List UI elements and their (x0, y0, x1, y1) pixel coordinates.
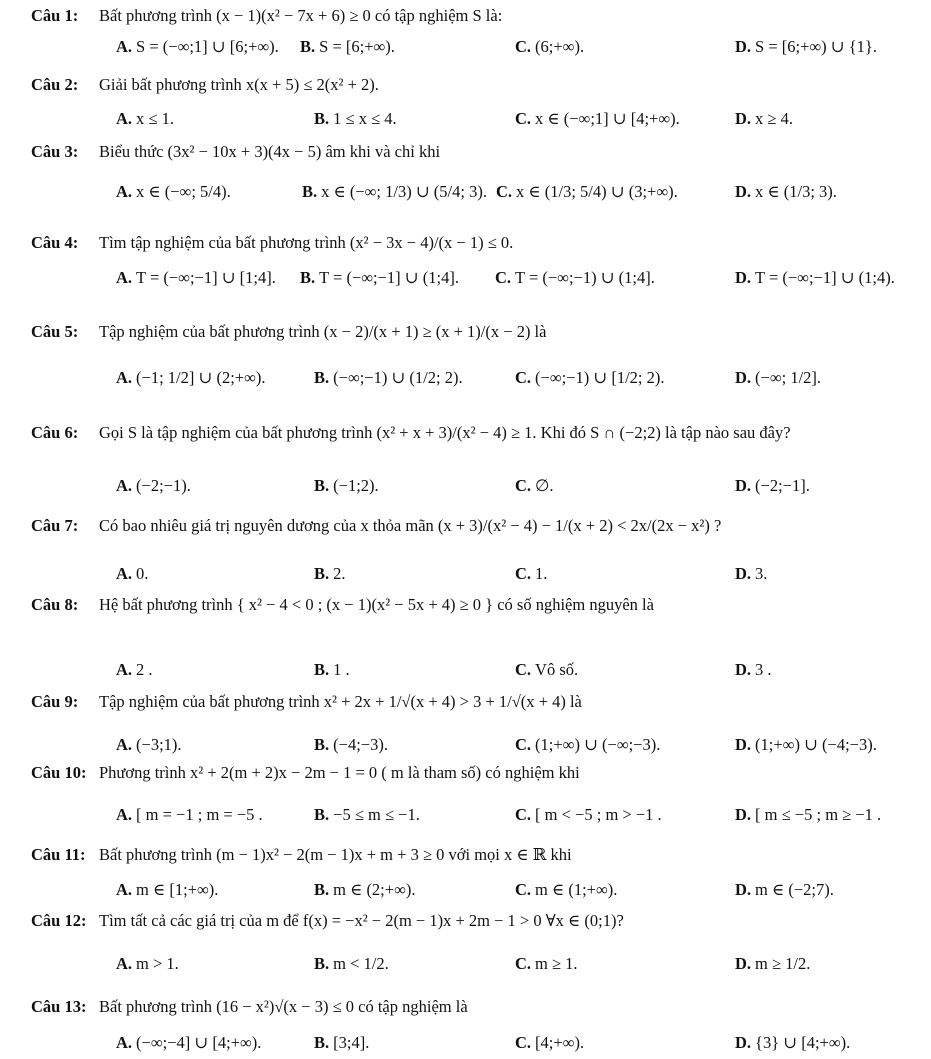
answer-option-c[interactable] (515, 954, 578, 974)
option-text: x ∈ (−∞; 1/3) ∪ (5/4; 3). (321, 182, 487, 201)
option-key: C. (515, 735, 532, 754)
option-key: D. (735, 1033, 752, 1052)
option-key: B. (314, 660, 330, 679)
question-13 (31, 997, 911, 1017)
option-text: (−2;−1). (136, 476, 191, 495)
option-text: x ≥ 4. (755, 109, 793, 128)
answer-option-b[interactable] (314, 368, 463, 388)
option-text: m ∈ [1;+∞). (136, 880, 219, 899)
option-key: D. (735, 37, 752, 56)
option-text: T = (−∞;−1] ∪ [1;4]. (136, 268, 276, 287)
option-key: B. (300, 268, 316, 287)
answer-option-d[interactable] (735, 37, 877, 57)
option-text: (−2;−1]. (755, 476, 810, 495)
option-key: D. (735, 880, 752, 899)
question-label: Câu 4: (31, 233, 79, 252)
question-label: Câu 9: (31, 692, 79, 711)
option-text: (−3;1). (136, 735, 182, 754)
option-key: C. (515, 476, 532, 495)
answer-option-d[interactable] (735, 805, 881, 825)
question-text: Biểu thức (3x² − 10x + 3)(4x − 5) âm khi và chỉ khi (99, 142, 441, 161)
option-key: A. (116, 476, 133, 495)
option-key: C. (495, 268, 512, 287)
option-text: 1 . (333, 660, 350, 679)
answer-option-b[interactable] (314, 476, 379, 496)
answer-option-c[interactable] (515, 476, 554, 496)
option-key: C. (515, 564, 532, 583)
answer-option-a[interactable] (116, 476, 191, 496)
question-2 (31, 75, 911, 95)
option-key: A. (116, 368, 133, 387)
question-10 (31, 763, 911, 783)
answer-option-d[interactable] (735, 564, 767, 584)
question-5 (31, 322, 911, 342)
option-text: 3 . (755, 660, 772, 679)
option-text: m > 1. (136, 954, 179, 973)
option-text: (1;+∞) ∪ (−4;−3). (755, 735, 877, 754)
answer-option-b[interactable] (300, 268, 459, 288)
question-12 (31, 911, 911, 931)
answer-option-a[interactable] (116, 805, 263, 825)
question-text: Bất phương trình (16 − x²)√(x − 3) ≤ 0 có tập nghiệm là (99, 997, 468, 1016)
answer-option-b[interactable] (314, 735, 388, 755)
answer-option-b[interactable] (314, 564, 346, 584)
answer-option-a[interactable] (116, 268, 276, 288)
option-text: (−∞;−1) ∪ (1/2; 2). (333, 368, 463, 387)
question-text: Phương trình x² + 2(m + 2)x − 2m − 1 = 0 ( m là tham số) có nghiệm khi (99, 763, 580, 782)
question-label: Câu 11: (31, 845, 86, 864)
option-key: C. (515, 37, 532, 56)
option-key: B. (314, 1033, 330, 1052)
question-label: Câu 5: (31, 322, 79, 341)
option-key: A. (116, 1033, 133, 1052)
answer-option-d[interactable] (735, 109, 793, 129)
option-text: 3. (755, 564, 768, 583)
option-text: (1;+∞) ∪ (−∞;−3). (535, 735, 661, 754)
question-6 (31, 423, 911, 443)
option-text: (−∞;−1) ∪ [1/2; 2). (535, 368, 665, 387)
answer-option-d[interactable] (735, 735, 877, 755)
option-key: A. (116, 660, 133, 679)
option-key: D. (735, 368, 752, 387)
option-text: x ∈ (−∞; 5/4). (136, 182, 231, 201)
question-text: Tập nghiệm của bất phương trình (x − 2)/(x + 1) ≥ (x + 1)/(x − 2) là (99, 322, 547, 341)
answer-option-c[interactable] (515, 37, 584, 57)
option-key: C. (515, 368, 532, 387)
option-key: A. (116, 735, 133, 754)
option-key: B. (314, 735, 330, 754)
option-text: S = [6;+∞). (319, 37, 395, 56)
option-key: B. (314, 954, 330, 973)
option-text: (−4;−3). (333, 735, 388, 754)
question-label: Câu 1: (31, 6, 79, 25)
answer-option-a[interactable] (116, 660, 153, 680)
question-text: Tìm tập nghiệm của bất phương trình (x² − 3x − 4)/(x − 1) ≤ 0. (99, 233, 514, 252)
option-text: {3} ∪ [4;+∞). (755, 1033, 851, 1052)
option-key: C. (515, 805, 532, 824)
question-label: Câu 7: (31, 516, 79, 535)
answer-option-b[interactable] (314, 1033, 369, 1053)
question-text: Hệ bất phương trình { x² − 4 < 0 ; (x − 1)(x² − 5x + 4) ≥ 0 } có số nghiệm nguyên là (99, 595, 654, 614)
answer-option-c[interactable] (515, 735, 660, 755)
option-text: 1. (535, 564, 548, 583)
question-7 (31, 516, 911, 536)
answer-option-c[interactable] (515, 368, 664, 388)
option-key: D. (735, 268, 752, 287)
option-text: T = (−∞;−1) ∪ (1;4]. (515, 268, 655, 287)
answer-option-a[interactable] (116, 880, 218, 900)
option-key: B. (302, 182, 318, 201)
option-text: 2 . (136, 660, 153, 679)
option-text: (−1;2). (333, 476, 379, 495)
option-key: A. (116, 182, 133, 201)
question-text: Tập nghiệm của bất phương trình x² + 2x + 1/√(x + 4) > 3 + 1/√(x + 4) là (99, 692, 582, 711)
answer-option-a[interactable] (116, 368, 265, 388)
answer-option-c[interactable] (496, 182, 678, 202)
option-text: S = (−∞;1] ∪ [6;+∞). (136, 37, 279, 56)
option-text: (6;+∞). (535, 37, 585, 56)
option-text: −5 ≤ m ≤ −1. (333, 805, 420, 824)
option-key: A. (116, 805, 133, 824)
option-key: B. (314, 368, 330, 387)
answer-option-c[interactable] (495, 268, 655, 288)
option-text: 1 ≤ x ≤ 4. (333, 109, 397, 128)
option-key: D. (735, 109, 752, 128)
option-text: [3;4]. (333, 1033, 370, 1052)
option-text: m ∈ (2;+∞). (333, 880, 416, 899)
option-text: T = (−∞;−1] ∪ (1;4). (755, 268, 895, 287)
answer-option-a[interactable] (116, 954, 179, 974)
option-text: [ m = −1 ; m = −5 . (136, 805, 263, 824)
option-text: m ≥ 1. (535, 954, 578, 973)
answer-option-a[interactable] (116, 182, 231, 202)
question-text: Giải bất phương trình x(x + 5) ≤ 2(x² + 2). (99, 75, 379, 94)
answer-option-a[interactable] (116, 109, 174, 129)
option-key: B. (314, 109, 330, 128)
option-key: C. (515, 109, 532, 128)
option-key: A. (116, 954, 133, 973)
option-text: S = [6;+∞) ∪ {1}. (755, 37, 877, 56)
option-text: [4;+∞). (535, 1033, 585, 1052)
question-11 (31, 845, 911, 865)
option-key: C. (515, 954, 532, 973)
option-key: B. (314, 476, 330, 495)
answer-option-d[interactable] (735, 368, 821, 388)
question-text: Có bao nhiêu giá trị nguyên dương của x thỏa mãn (x + 3)/(x² − 4) − 1/(x + 2) < 2x/(2x − x²) ? (99, 516, 722, 535)
answer-option-d[interactable] (735, 268, 895, 288)
question-8 (31, 595, 911, 615)
answer-option-a[interactable] (116, 37, 279, 57)
question-label: Câu 2: (31, 75, 79, 94)
question-label: Câu 12: (31, 911, 87, 930)
option-key: A. (116, 37, 133, 56)
option-text: ∅. (535, 476, 554, 495)
option-text: [ m ≤ −5 ; m ≥ −1 . (755, 805, 882, 824)
question-label: Câu 8: (31, 595, 79, 614)
answer-option-a[interactable] (116, 1033, 261, 1053)
option-text: (−∞;−4] ∪ [4;+∞). (136, 1033, 262, 1052)
option-key: B. (314, 564, 330, 583)
question-label: Câu 10: (31, 763, 87, 782)
answer-option-b[interactable] (314, 954, 389, 974)
question-label: Câu 13: (31, 997, 87, 1016)
answer-option-b[interactable] (314, 880, 415, 900)
answer-option-d[interactable] (735, 476, 810, 496)
answer-option-b[interactable] (314, 660, 350, 680)
answer-option-b[interactable] (314, 109, 397, 129)
option-text: x ∈ (−∞;1] ∪ [4;+∞). (535, 109, 680, 128)
answer-option-a[interactable] (116, 564, 148, 584)
answer-option-c[interactable] (515, 805, 662, 825)
question-9 (31, 692, 911, 712)
option-text: m < 1/2. (333, 954, 389, 973)
option-key: D. (735, 805, 752, 824)
option-key: A. (116, 109, 133, 128)
answer-option-c[interactable] (515, 880, 617, 900)
option-text: 2. (333, 564, 346, 583)
answer-option-d[interactable] (735, 660, 772, 680)
option-text: m ∈ (1;+∞). (535, 880, 618, 899)
option-key: D. (735, 660, 752, 679)
option-text: [ m < −5 ; m > −1 . (535, 805, 662, 824)
option-key: C. (515, 660, 532, 679)
answer-option-d[interactable] (735, 182, 837, 202)
option-key: D. (735, 182, 752, 201)
option-text: x ∈ (1/3; 5/4) ∪ (3;+∞). (516, 182, 678, 201)
answer-option-a[interactable] (116, 735, 182, 755)
answer-option-c[interactable] (515, 1033, 584, 1053)
question-3 (31, 142, 911, 162)
answer-option-c[interactable] (515, 564, 547, 584)
option-key: A. (116, 564, 133, 583)
option-key: D. (735, 564, 752, 583)
question-label: Câu 6: (31, 423, 79, 442)
option-key: A. (116, 880, 133, 899)
question-text: Gọi S là tập nghiệm của bất phương trình (x² + x + 3)/(x² − 4) ≥ 1. Khi đó S ∩ (−2;2) là tập nào sau đây? (99, 423, 791, 442)
answer-option-c[interactable] (515, 109, 680, 129)
answer-option-d[interactable] (735, 880, 834, 900)
option-key: C. (515, 1033, 532, 1052)
option-text: x ≤ 1. (136, 109, 174, 128)
option-text: x ∈ (1/3; 3). (755, 182, 837, 201)
option-key: A. (116, 268, 133, 287)
question-text: Bất phương trình (m − 1)x² − 2(m − 1)x + m + 3 ≥ 0 với mọi x ∈ ℝ khi (99, 845, 572, 864)
option-key: D. (735, 954, 752, 973)
option-key: B. (314, 880, 330, 899)
option-text: (−∞; 1/2]. (755, 368, 822, 387)
answer-option-d[interactable] (735, 954, 810, 974)
option-key: C. (496, 182, 513, 201)
option-text: m ≥ 1/2. (755, 954, 811, 973)
option-key: D. (735, 735, 752, 754)
option-text: (−1; 1/2] ∪ (2;+∞). (136, 368, 266, 387)
question-text: Bất phương trình (x − 1)(x² − 7x + 6) ≥ 0 có tập nghiệm S là: (99, 6, 503, 25)
option-key: C. (515, 880, 532, 899)
answer-option-d[interactable] (735, 1033, 850, 1053)
question-1 (31, 6, 911, 26)
option-text: m ∈ (−2;7). (755, 880, 834, 899)
question-text: Tìm tất cả các giá trị của m để f(x) = −x² − 2(m − 1)x + 2m − 1 > 0 ∀x ∈ (0;1)? (99, 911, 624, 930)
answer-option-b[interactable] (302, 182, 487, 202)
option-key: B. (314, 805, 330, 824)
question-4 (31, 233, 911, 253)
option-key: B. (300, 37, 316, 56)
answer-option-b[interactable] (314, 805, 420, 825)
answer-option-c[interactable] (515, 660, 578, 680)
answer-option-b[interactable] (300, 37, 395, 57)
option-key: D. (735, 476, 752, 495)
option-text: Vô số. (535, 660, 579, 679)
option-text: 0. (136, 564, 149, 583)
question-label: Câu 3: (31, 142, 79, 161)
option-text: T = (−∞;−1] ∪ (1;4]. (319, 268, 459, 287)
